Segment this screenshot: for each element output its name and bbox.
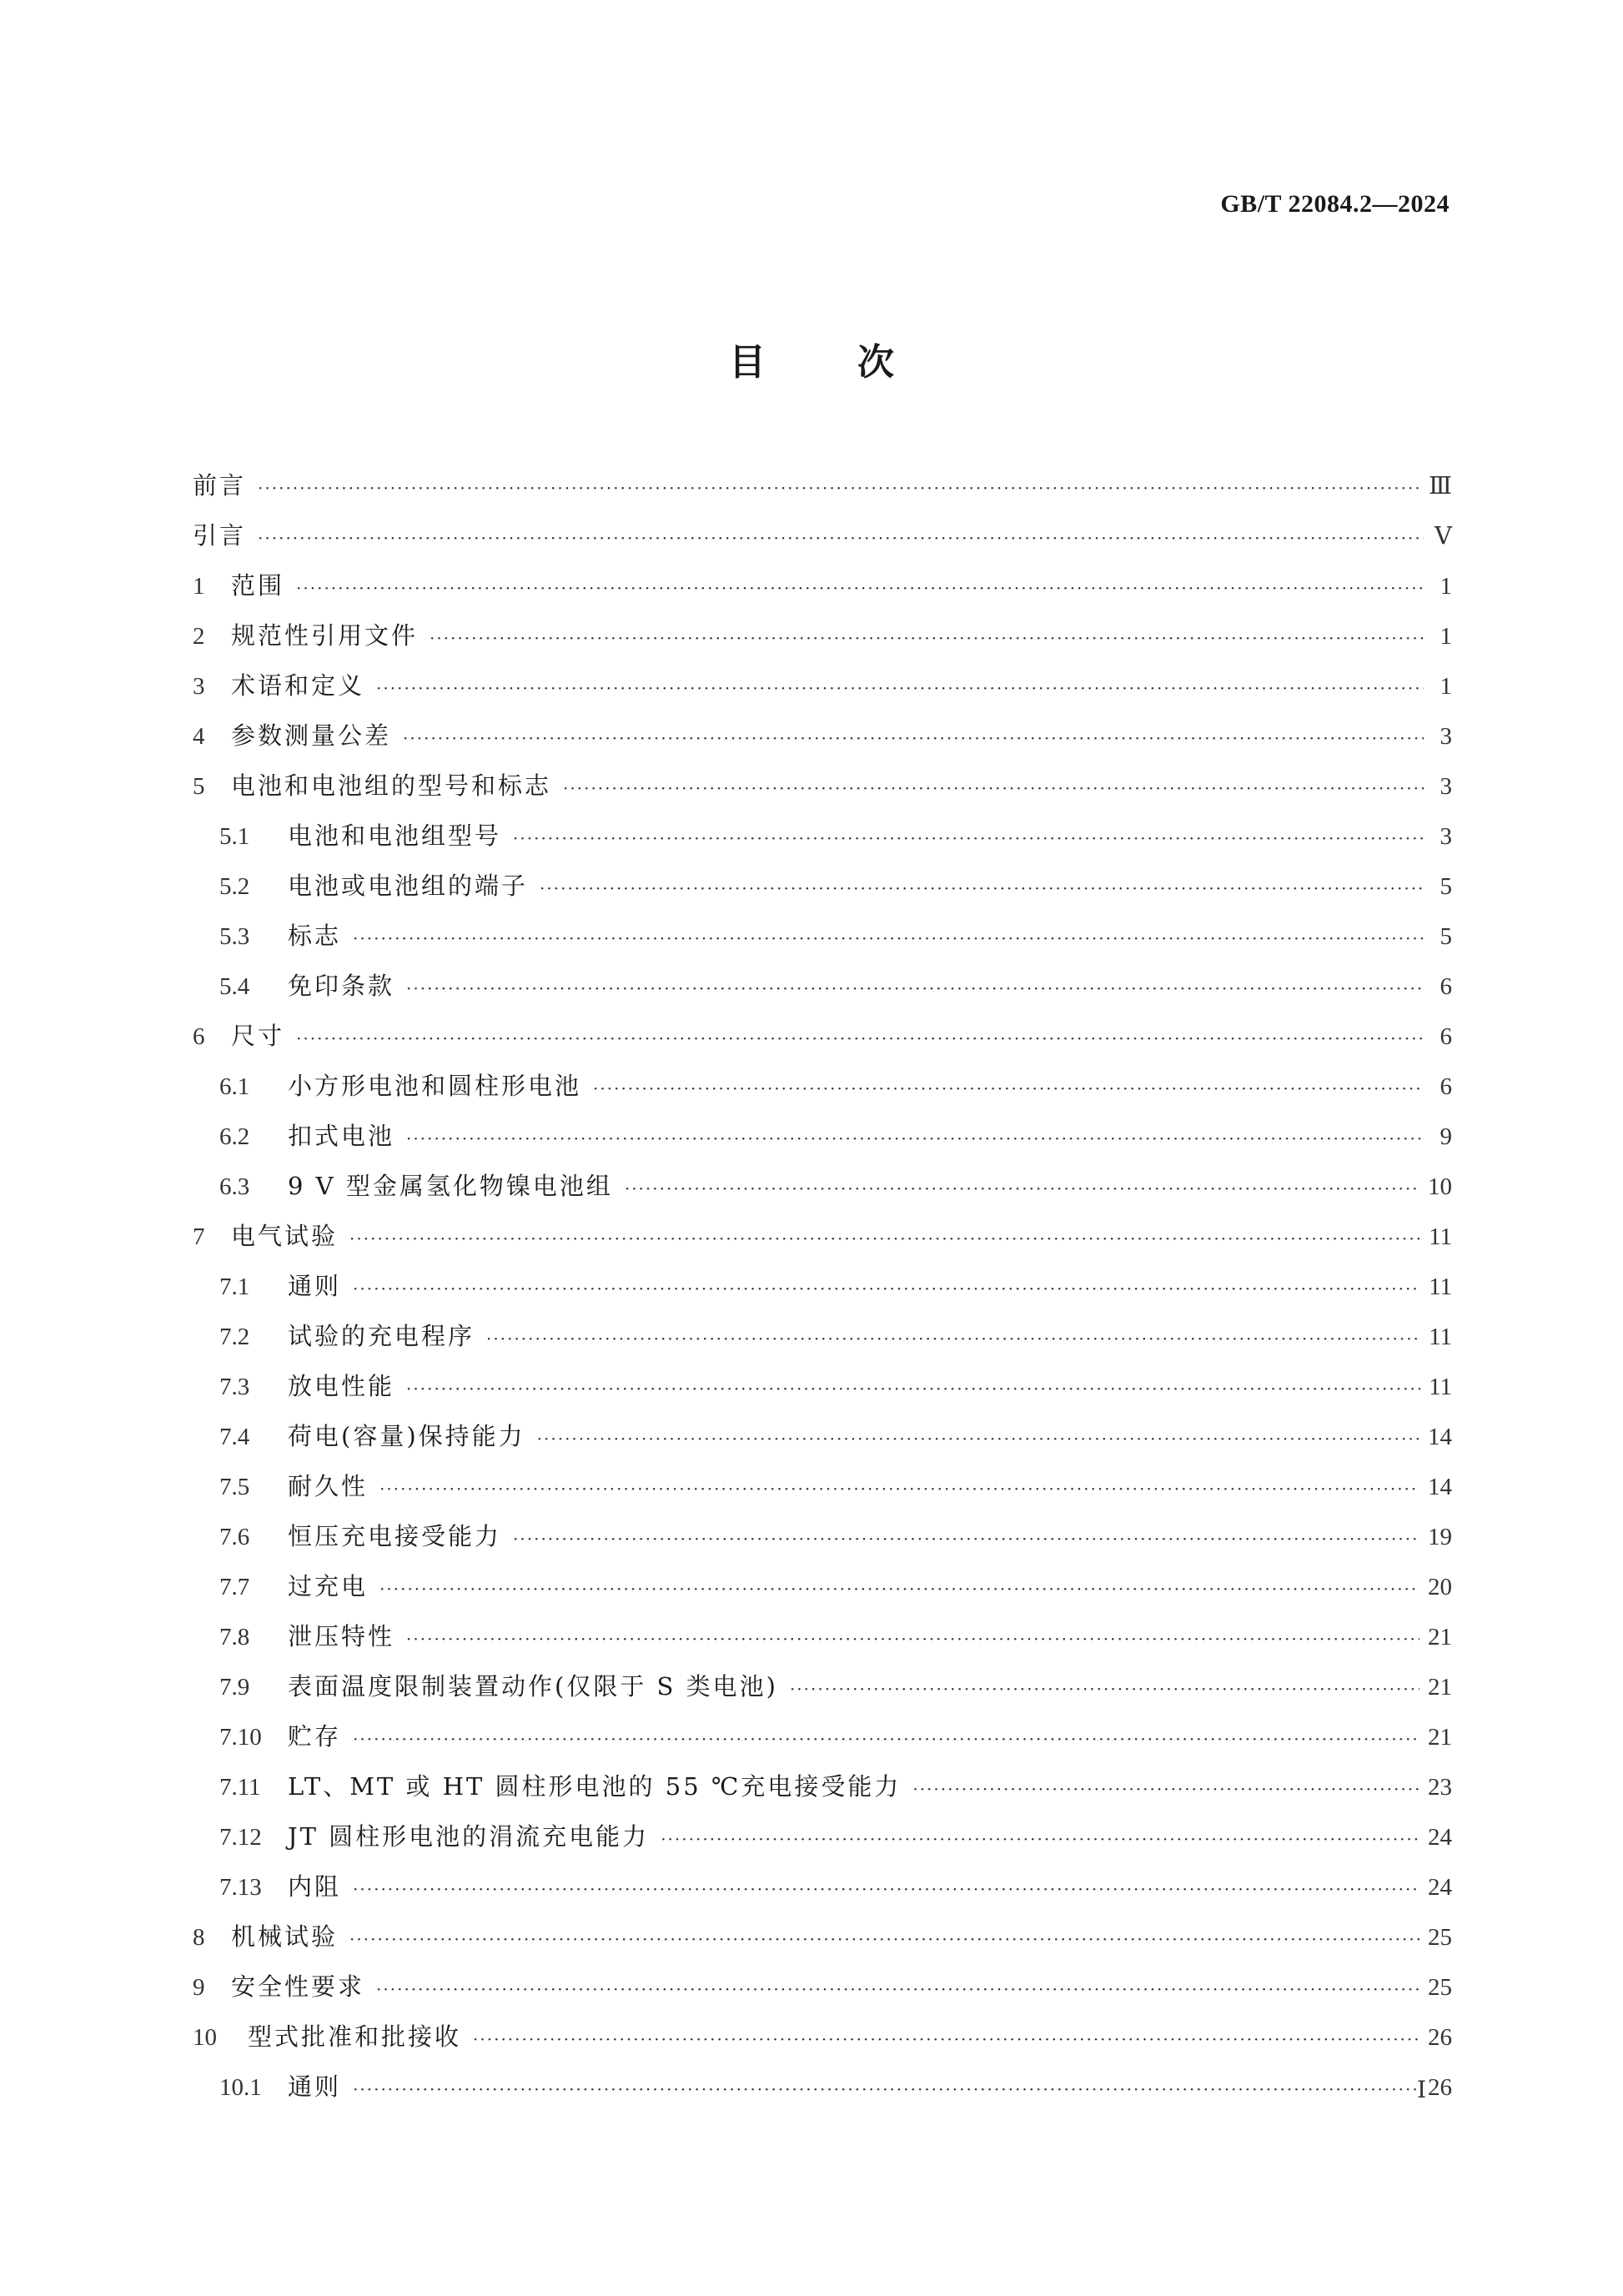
toc-entry-label: 电池和电池组型号 (288, 821, 502, 850)
title-char-1: 目 (729, 341, 766, 384)
toc-dot-leader (258, 463, 1420, 513)
toc-entry-label: 贮存 (288, 1722, 342, 1751)
toc-entry[interactable] (193, 1912, 1452, 1962)
toc-dot-leader (406, 963, 1424, 1013)
toc-entry[interactable] (193, 1061, 1452, 1111)
toc-entry[interactable] (193, 1811, 1452, 1861)
toc-entry[interactable] (193, 610, 1452, 661)
toc-entry-label: 耐久性 (288, 1472, 369, 1500)
toc-entry-page: 11 (1429, 1223, 1452, 1250)
toc-entry-label: 放电性能 (288, 1372, 395, 1400)
page-number: Ⅰ (1416, 2077, 1426, 2103)
toc-entry-number: 6.1 (219, 1073, 250, 1100)
toc-entry-page: 21 (1428, 1674, 1452, 1701)
toc-entry[interactable] (193, 1361, 1452, 1411)
toc-entry-page: 25 (1428, 1974, 1452, 2001)
toc-entry-page: 5 (1440, 873, 1452, 900)
toc-entry-page: 24 (1428, 1824, 1452, 1851)
toc-entry-page: Ⅲ (1429, 473, 1452, 500)
toc-entry[interactable] (193, 961, 1452, 1011)
toc-entry-number: 7.13 (219, 1874, 262, 1901)
toc-entry-page: 26 (1428, 2024, 1452, 2051)
toc-dot-leader (296, 1013, 1424, 1063)
toc-entry[interactable] (193, 2012, 1452, 2062)
toc-entry-page: 9 (1440, 1123, 1452, 1150)
toc-entry-page: 11 (1429, 1274, 1452, 1300)
toc-entry[interactable] (193, 1962, 1452, 2012)
toc-entry-label: 安全性要求 (231, 1972, 365, 2001)
toc-entry-label: 扣式电池 (288, 1122, 395, 1150)
toc-entry-page: 10 (1428, 1173, 1452, 1200)
toc-entry-number: 6.3 (219, 1173, 250, 1200)
toc-entry-number: 7.6 (219, 1524, 250, 1550)
toc-entry-page: 14 (1428, 1474, 1452, 1500)
toc-entry-page: 3 (1440, 773, 1452, 800)
toc-entry-page: 6 (1440, 1023, 1452, 1050)
toc-dot-leader (406, 1614, 1419, 1664)
toc-dot-leader (349, 1213, 1420, 1264)
toc-entry-number: 10 (193, 2024, 217, 2051)
toc-entry-label: 机械试验 (231, 1922, 339, 1951)
toc-entry-number: 1 (193, 573, 205, 600)
toc-entry-label: 恒压充电接受能力 (288, 1522, 502, 1550)
toc-entry-page: 25 (1428, 1924, 1452, 1951)
toc-entry[interactable] (193, 1411, 1452, 1461)
toc-entry-label: LT、MT 或 HT 圆柱形电池的 55 ℃充电接受能力 (288, 1772, 902, 1801)
toc-dot-leader (625, 1163, 1419, 1213)
toc-entry-number: 2 (193, 623, 205, 650)
toc-dot-leader (406, 1113, 1424, 1163)
toc-entry-label: 电池或电池组的端子 (288, 872, 529, 900)
toc-entry-number: 7.3 (219, 1374, 250, 1400)
toc-entry-page: 20 (1428, 1574, 1452, 1600)
toc-entry-page: 23 (1428, 1774, 1452, 1801)
toc-entry-number: 7.4 (219, 1424, 250, 1450)
toc-dot-leader (353, 2064, 1419, 2114)
toc-entry-number: 7.2 (219, 1324, 250, 1350)
toc-entry-number: 7.10 (219, 1724, 262, 1751)
toc-entry-number: 8 (193, 1924, 205, 1951)
toc-entry[interactable] (193, 1211, 1452, 1261)
toc-dot-leader (406, 1364, 1420, 1414)
toc-entry[interactable] (193, 1261, 1452, 1311)
toc-dot-leader (379, 1564, 1419, 1614)
toc-entry-number: 5.2 (219, 873, 250, 900)
toc-entry[interactable] (193, 811, 1452, 861)
toc-entry-page: Ⅴ (1435, 523, 1452, 550)
toc-entry-label: 荷电(容量)保持能力 (288, 1422, 525, 1450)
toc-entry[interactable] (193, 1461, 1452, 1511)
toc-entry-page: 1 (1440, 673, 1452, 700)
toc-entry-number: 7.1 (219, 1274, 250, 1300)
toc-entry-label: 试验的充电程序 (288, 1322, 475, 1350)
toc-entry-number: 7.5 (219, 1474, 250, 1500)
toc-entry[interactable] (193, 1311, 1452, 1361)
toc-entry-label: 免印条款 (288, 972, 395, 1000)
toc-entry[interactable] (193, 1611, 1452, 1661)
toc-entry-label: 过充电 (288, 1572, 369, 1600)
toc-entry-page: 3 (1440, 723, 1452, 750)
toc-entry-page: 26 (1428, 2074, 1452, 2101)
toc-dot-leader (376, 1964, 1419, 2014)
toc-entry-number: 6 (193, 1023, 205, 1050)
toc-dot-leader (486, 1314, 1420, 1364)
toc-entry[interactable] (193, 1561, 1452, 1611)
toc-entry-label: 标志 (288, 922, 342, 950)
toc-entry-label: 范围 (231, 571, 285, 600)
toc-entry-label: 表面温度限制装置动作(仅限于 S 类电池) (288, 1672, 778, 1701)
toc-entry-label: 小方形电池和圆柱形电池 (288, 1072, 582, 1100)
toc-entry-page: 1 (1440, 623, 1452, 650)
document-code: GB/T 22084.2—2024 (1220, 190, 1450, 218)
toc-entry-label: 规范性引用文件 (231, 621, 419, 650)
toc-entry-page: 21 (1428, 1724, 1452, 1751)
toc-entry[interactable] (193, 1861, 1452, 1912)
toc-dot-leader (563, 763, 1424, 813)
toc-entry-number: 7.12 (219, 1824, 262, 1851)
toc-entry-page: 5 (1440, 923, 1452, 950)
toc-entry-label: 9 V 型金属氢化物镍电池组 (288, 1172, 613, 1200)
toc-entry[interactable] (193, 911, 1452, 961)
toc-entry-number: 5 (193, 773, 205, 800)
toc-entry-page: 3 (1440, 823, 1452, 850)
page-title (0, 332, 1623, 385)
toc-entry-page: 11 (1429, 1374, 1452, 1400)
toc-dot-leader (537, 1414, 1419, 1464)
toc-entry[interactable] (193, 661, 1452, 711)
toc-entry-number: 6.2 (219, 1123, 250, 1150)
title-char-2: 次 (857, 341, 894, 384)
toc-entry[interactable] (193, 1761, 1452, 1811)
toc-entry-page: 21 (1428, 1624, 1452, 1650)
toc-entry-page: 24 (1428, 1874, 1452, 1901)
toc-entry[interactable] (193, 711, 1452, 761)
toc-entry-number: 3 (193, 673, 205, 700)
toc-entry-page: 19 (1428, 1524, 1452, 1550)
toc-entry-number: 7.9 (219, 1674, 250, 1701)
toc-entry[interactable] (193, 1111, 1452, 1161)
toc-dot-leader (790, 1664, 1419, 1714)
toc-entry-number: 7.8 (219, 1624, 250, 1650)
toc-entry[interactable] (193, 1711, 1452, 1761)
toc-entry[interactable] (193, 1661, 1452, 1711)
toc-entry-label: 引言 (193, 521, 247, 550)
toc-entry-number: 7.7 (219, 1574, 250, 1600)
toc-entry-number: 7 (193, 1223, 205, 1250)
toc-dot-leader (513, 1514, 1419, 1564)
toc-entry[interactable] (193, 2062, 1452, 2112)
toc-entry-number: 10.1 (219, 2074, 262, 2101)
toc-dot-leader (513, 813, 1424, 863)
toc-entry-page: 6 (1440, 1073, 1452, 1100)
toc-entry-label: 尺寸 (231, 1022, 285, 1050)
toc-entry-number: 5.4 (219, 973, 250, 1000)
toc-entry-label: 电气试验 (231, 1222, 339, 1250)
toc-entry[interactable] (193, 861, 1452, 911)
toc-entry-label: 通则 (288, 2072, 342, 2101)
toc-entry[interactable] (193, 510, 1452, 560)
toc-dot-leader (296, 563, 1424, 613)
toc-entry-label: 通则 (288, 1272, 342, 1300)
toc-entry[interactable] (193, 1161, 1452, 1211)
toc-entry-number: 5.1 (219, 823, 250, 850)
toc-entry-page: 11 (1429, 1324, 1452, 1350)
toc-dot-leader (593, 1063, 1424, 1113)
toc-dot-leader (349, 1914, 1419, 1964)
toc-entry-label: 参数测量公差 (231, 721, 392, 750)
toc-dot-leader (912, 1764, 1419, 1814)
toc-dot-leader (258, 513, 1424, 563)
toc-entry-label: 术语和定义 (231, 671, 365, 700)
toc-entry-number: 9 (193, 1974, 205, 2001)
toc-dot-leader (430, 613, 1424, 663)
toc-entry-label: JT 圆柱形电池的涓流充电能力 (288, 1822, 650, 1851)
toc-entry-label: 前言 (193, 471, 247, 500)
table-of-contents (193, 460, 1452, 2112)
toc-dot-leader (353, 1264, 1420, 1314)
toc-entry[interactable] (193, 761, 1452, 811)
toc-dot-leader (540, 863, 1424, 913)
toc-dot-leader (376, 663, 1424, 713)
toc-entry-label: 电池和电池组的型号和标志 (231, 771, 552, 800)
toc-entry-number: 4 (193, 723, 205, 750)
toc-entry-label: 型式批准和批接收 (248, 2022, 462, 2051)
toc-entry-number: 7.11 (219, 1774, 261, 1801)
toc-entry[interactable] (193, 1011, 1452, 1061)
toc-dot-leader (661, 1814, 1419, 1864)
toc-dot-leader (473, 2014, 1419, 2064)
toc-dot-leader (403, 713, 1424, 763)
toc-entry-page: 1 (1440, 573, 1452, 600)
toc-entry[interactable] (193, 1511, 1452, 1561)
toc-entry[interactable] (193, 560, 1452, 610)
toc-dot-leader (353, 1864, 1419, 1914)
toc-entry-number: 5.3 (219, 923, 250, 950)
toc-entry-page: 6 (1440, 973, 1452, 1000)
toc-dot-leader (379, 1464, 1419, 1514)
toc-entry-label: 泄压特性 (288, 1622, 395, 1650)
toc-dot-leader (353, 1714, 1419, 1764)
toc-entry-page: 14 (1428, 1424, 1452, 1450)
toc-entry-label: 内阻 (288, 1872, 342, 1901)
toc-entry[interactable] (193, 460, 1452, 510)
toc-dot-leader (353, 913, 1424, 963)
